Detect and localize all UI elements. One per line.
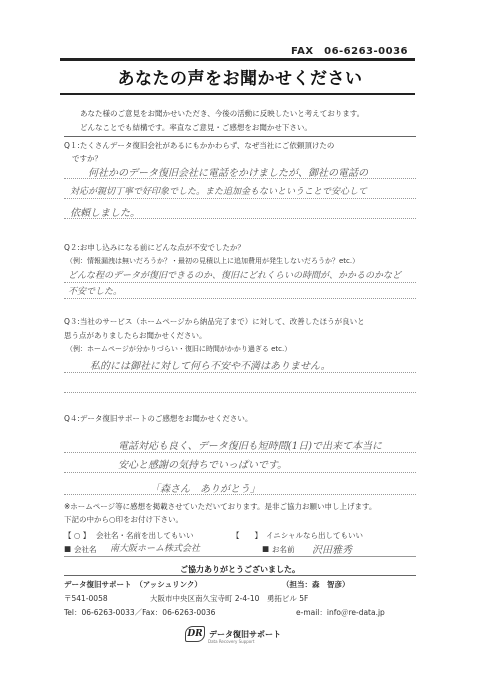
q2-example: （例：情報漏洩は無いだろうか？・最初の見積以上に追加費用が発生しないだろうか？etc.） [66, 257, 360, 265]
q2-answer-1: どんな程のデータが復旧できるのか、復旧にどれくらいの時間が、かかるのかなど [68, 271, 402, 281]
q4-answer-2: 安心と感謝の気持ちでいっぱいです。 [118, 460, 288, 471]
company-value: 南大阪ホーム株式会社 [110, 544, 201, 554]
answer-line [64, 298, 416, 299]
q4-answer-1: 電話対応も良く、データ復旧も短時間(1日)で出来て本当に [118, 441, 382, 452]
title-rule [60, 93, 415, 95]
footer-rule [64, 575, 416, 576]
intro-line-1: あなた様のご意見をお聞かせいただき、今後の活動に反映したいと考えております。 [80, 109, 365, 118]
footer-postal: 〒541-0058 [64, 594, 108, 603]
logo-mark: DR [185, 626, 205, 642]
q4-answer-3: 「森さん ありがとう」 [150, 484, 260, 495]
intro-line-2: どんなことでも結構です。率直なご意見・ご感想をお聞かせ下さい。 [80, 123, 312, 132]
footer-email[interactable]: e-mail：info＠re-data.jp [296, 608, 385, 617]
q1-answer-2: 対応が親切丁寧で好印象でした。また追加金もないということで安心して [70, 187, 368, 197]
q3-answer: 私的には御社に対して何ら不安や不満はありません。 [90, 361, 331, 372]
q3-example: （例：ホームページが分かりづらい・復旧に時間がかかり過ぎる etc.） [66, 345, 292, 353]
company-label: 会社名 [74, 545, 97, 554]
bullet-icon: ■ [262, 544, 270, 553]
footer-contact: （担当：森 智彦） [282, 580, 350, 589]
q2-question: Q２:お申し込みになる前にどんな点が不安でしたか？ [64, 243, 245, 252]
consent-instruction: 下記の中から○印をお付け下さい。 [64, 515, 184, 524]
answer-line [64, 472, 416, 473]
name-label: お名前 [272, 545, 295, 554]
consent-note: ※ホームページ等に感想を掲載させていただいております。是非ご協力お願い申し上げます。 [64, 502, 377, 511]
footer-company: データ復旧サポート （アッシュリンク） [64, 580, 202, 589]
option-2-label: イニシャルなら出してもいい [266, 531, 364, 540]
answer-line [64, 198, 416, 199]
name-value: 沢田雅秀 [312, 545, 352, 556]
option-1-checkbox[interactable]: 【 ○ 】 [64, 531, 91, 540]
q4-question: Q４:データ復旧サポートのご感想をお聞かせください。 [64, 414, 253, 423]
logo-subtitle: Data Recovery Support [208, 639, 255, 644]
signature-line [64, 556, 416, 557]
q1-answer-1: 何社かのデータ復旧会社に電話をかけましたが、御社の電話の [88, 168, 368, 179]
answer-line [64, 218, 416, 219]
q2-answer-2: 不安でした。 [68, 287, 123, 297]
q3-question-2: 思う点がありましたらお聞かせください。 [64, 331, 207, 340]
answer-line [64, 178, 416, 179]
q1-answer-3: 依頼しました。 [70, 208, 140, 219]
answer-line [64, 392, 416, 393]
option-2-checkbox[interactable]: 【 】 [232, 531, 262, 540]
q1-question-1: Q１:たくさんデータ復旧会社があるにもかかわらず、なぜ当社にご依頼頂けたの [64, 141, 335, 150]
bullet-icon: ■ [64, 544, 72, 553]
page-title: あなたの声をお聞かせください [117, 69, 363, 89]
answer-line [64, 494, 416, 495]
option-1-label: 会社名・名前を出してもいい [96, 531, 194, 540]
q3-question-1: Q３:当社のサービス（ホームページから納品完了まで）に対して、改善したほうが良いと [64, 317, 365, 326]
footer-address: 大阪市中央区南久宝寺町 2-4-10 勇拓ビル 5F [150, 594, 309, 603]
answer-line [64, 282, 416, 283]
header-rule [60, 58, 415, 61]
q1-question-2: ですか？ [72, 154, 102, 163]
logo-text: データ復旧サポート [209, 629, 281, 639]
fax-number: FAX 06-6263-0036 [290, 46, 408, 57]
answer-line [64, 372, 416, 373]
section-divider [64, 136, 416, 137]
answer-line [64, 452, 416, 453]
thanks-message: ご協力ありがとうございました。 [180, 565, 300, 574]
footer-phone: Tel：06-6263-0033／Fax：06-6263-0036 [64, 608, 216, 617]
